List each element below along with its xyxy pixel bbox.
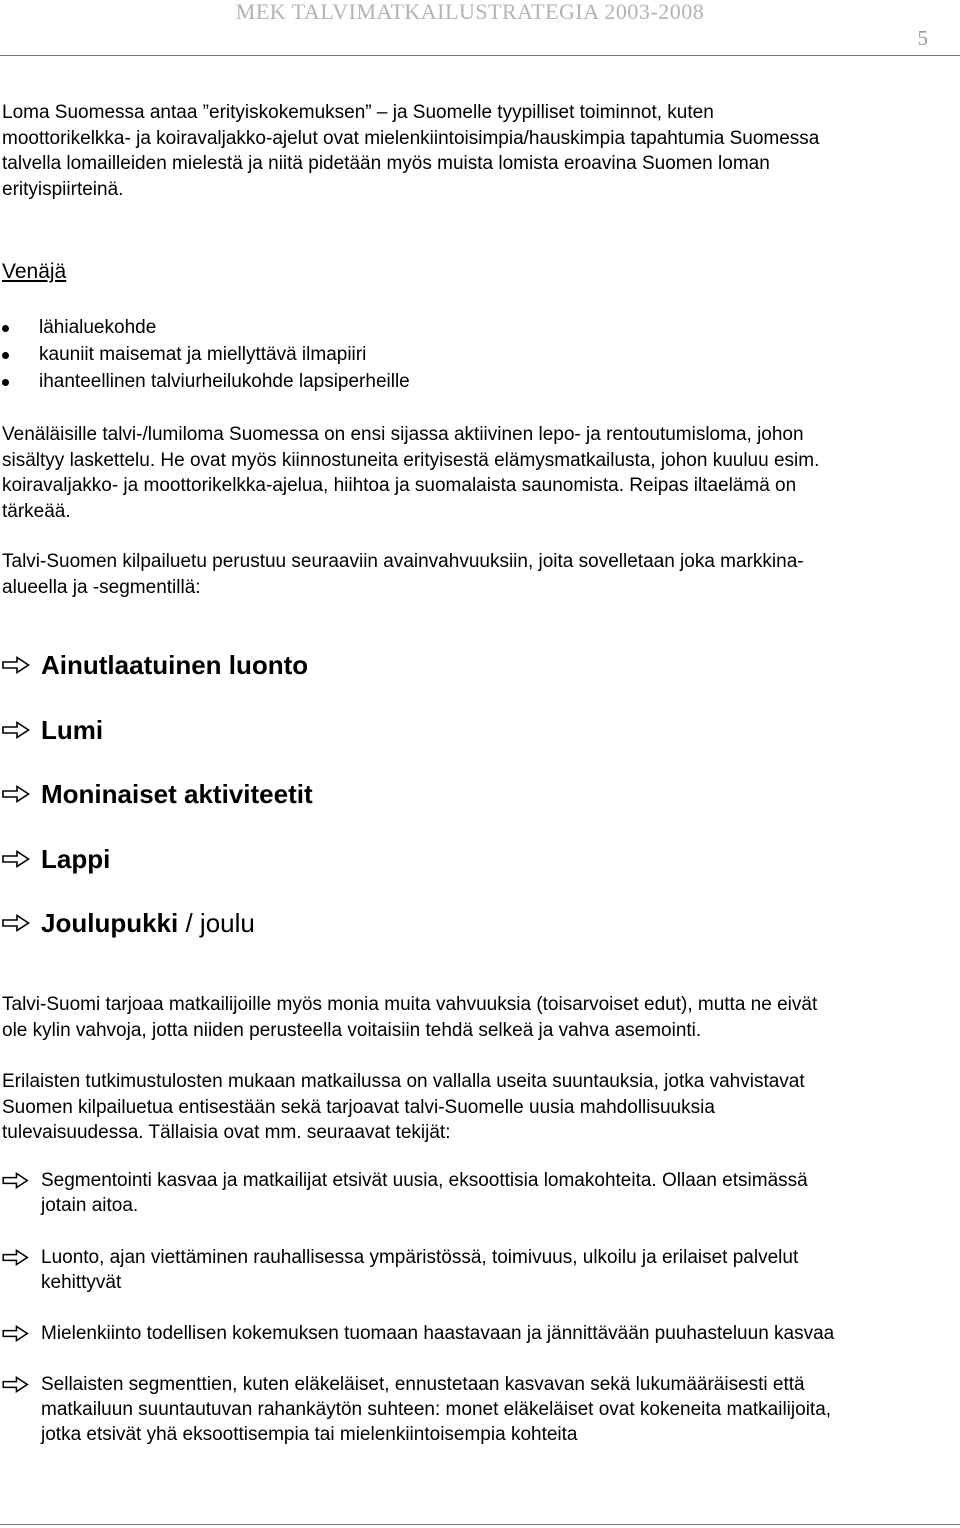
list-item-text: kauniit maisemat ja miellyttävä ilmapiiri	[39, 344, 367, 365]
paragraph-line: tulevaisuudessa. Tällaisia ovat mm. seuraavat tekijät:	[2, 1122, 451, 1143]
intro-line: talvella lomailleiden mielestä ja niitä pidetään myös muista lomista eroavina Suomen loman	[2, 153, 770, 174]
trend-line: Luonto, ajan viettäminen rauhallisessa ympäristössä, toimivuus, ulkoilu ja erilaiset palvelut	[41, 1247, 799, 1268]
strength-text: Lappi	[41, 843, 111, 874]
section-heading-russia: Venäjä	[2, 260, 67, 283]
list-item-text: ihanteellinen talviurheilukohde lapsiperheille	[39, 371, 410, 392]
key-strengths-list	[0, 646, 313, 969]
hollow-right-arrow-icon	[2, 1249, 29, 1266]
strength-item	[0, 904, 313, 969]
strength-item	[0, 711, 313, 776]
paragraph-line: koiravaljakko- ja moottorikelkka-ajelua, hiihtoa ja suomalaista saunomista. Reipas iltaelämä on	[2, 475, 797, 496]
paragraph-line: tärkeää.	[2, 500, 71, 522]
paragraph-line: ole kylin vahvoja, jotta niiden perusteella voitaisiin tehdä selkeä ja vahva asemointi.	[2, 1019, 702, 1041]
paragraph-line: Suomen kilpailuetua entisestään sekä tarjoavat talvi-Suomelle uusia mahdollisuuksia	[2, 1096, 715, 1118]
intro-line: moottorikelkka- ja koiravaljakko-ajelut ovat mielenkiintoisimpia/hauskimpia tapahtumia Suomessa	[2, 127, 820, 149]
hollow-right-arrow-icon	[2, 721, 30, 739]
hollow-right-arrow-icon	[2, 785, 30, 803]
paragraph-line: sisältyy laskettelu. He ovat myös kiinnostuneita erityisestä elämysmatkailusta, johon kuuluu esim.	[2, 449, 820, 471]
hollow-right-arrow-icon	[2, 914, 30, 932]
trend-item	[41, 1245, 960, 1295]
trend-item	[41, 1321, 960, 1346]
trend-item	[41, 1168, 960, 1218]
trend-line: Segmentointi kasvaa ja matkailijat etsivät uusia, eksoottisia lomakohteita. Ollaan etsimässä	[41, 1170, 808, 1191]
list-item	[0, 368, 410, 395]
strength-item	[0, 775, 313, 840]
other-strengths-paragraph	[2, 992, 952, 1043]
strengths-intro-paragraph	[2, 549, 952, 600]
document-header-title: MEK TALVIMATKAILUSTRATEGIA 2003-2008	[235, 0, 705, 24]
hollow-right-arrow-icon	[2, 850, 30, 868]
list-item	[0, 314, 410, 341]
header-divider	[0, 55, 960, 56]
trend-line: jotain aitoa.	[41, 1195, 139, 1216]
hollow-right-arrow-icon	[2, 1376, 29, 1393]
paragraph-line: alueella ja -segmentillä:	[2, 576, 201, 598]
paragraph-line: Talvi-Suomen kilpailuetu perustuu seuraaviin avainvahvuuksiin, joita sovelletaan joka markkina-	[2, 551, 804, 572]
strength-suffix: / joulu	[178, 908, 255, 938]
strength-item	[0, 840, 313, 905]
trend-item	[41, 1372, 960, 1447]
intro-line: erityispiirteinä.	[2, 178, 124, 200]
strength-text: Moninaiset aktiviteetit	[41, 779, 313, 809]
list-item-text: lähialuekohde	[39, 317, 157, 338]
bullet-dot-icon	[2, 379, 9, 386]
russia-bullet-list	[0, 314, 410, 395]
list-item	[0, 341, 410, 368]
trends-intro-paragraph	[2, 1069, 952, 1146]
strength-text: Ainutlaatuinen luonto	[41, 650, 309, 680]
strength-text: Joulupukki	[41, 908, 179, 938]
intro-line: Loma Suomessa antaa ”erityiskokemuksen” – ja Suomelle tyypilliset toiminnot, kuten	[2, 102, 714, 123]
trend-line: Sellaisten segmenttien, kuten eläkeläiset, ennustetaan kasvavan sekä lukumääräisesti että	[41, 1374, 805, 1395]
paragraph-line: Erilaisten tutkimustulosten mukaan matkailussa on vallalla useita suuntauksia, jotka vahvistavat	[2, 1071, 805, 1092]
footer-divider	[0, 1524, 960, 1525]
trend-line: matkailuun suuntautuvan rahankäytön suhteen: monet eläkeläiset ovat kokeneita matkailijoita,	[41, 1399, 832, 1420]
hollow-right-arrow-icon	[2, 1325, 29, 1342]
page-number: 5	[917, 26, 928, 50]
paragraph-line: Venäläisille talvi-/lumiloma Suomessa on ensi sijassa aktiivinen lepo- ja rentoutumisloma, johon	[2, 424, 804, 445]
trend-line: kehittyvät	[41, 1272, 122, 1293]
strength-text: Lumi	[41, 714, 104, 745]
paragraph-line: Talvi-Suomi tarjoaa matkailijoille myös monia muita vahvuuksia (toisarvoiset edut), mutta ne eivät	[2, 994, 818, 1015]
trend-line: jotka etsivät yhä eksoottisempia tai mielenkiintoisempia kohteita	[41, 1424, 578, 1445]
hollow-right-arrow-icon	[2, 1172, 29, 1189]
bullet-dot-icon	[2, 352, 9, 359]
hollow-right-arrow-icon	[2, 656, 30, 674]
strength-item	[0, 646, 313, 711]
intro-paragraph	[2, 100, 952, 202]
russia-paragraph	[2, 422, 952, 524]
bullet-dot-icon	[2, 325, 9, 332]
trend-line: Mielenkiinto todellisen kokemuksen tuomaan haastavaan ja jännittävään puuhasteluun kasvaa	[41, 1323, 835, 1344]
